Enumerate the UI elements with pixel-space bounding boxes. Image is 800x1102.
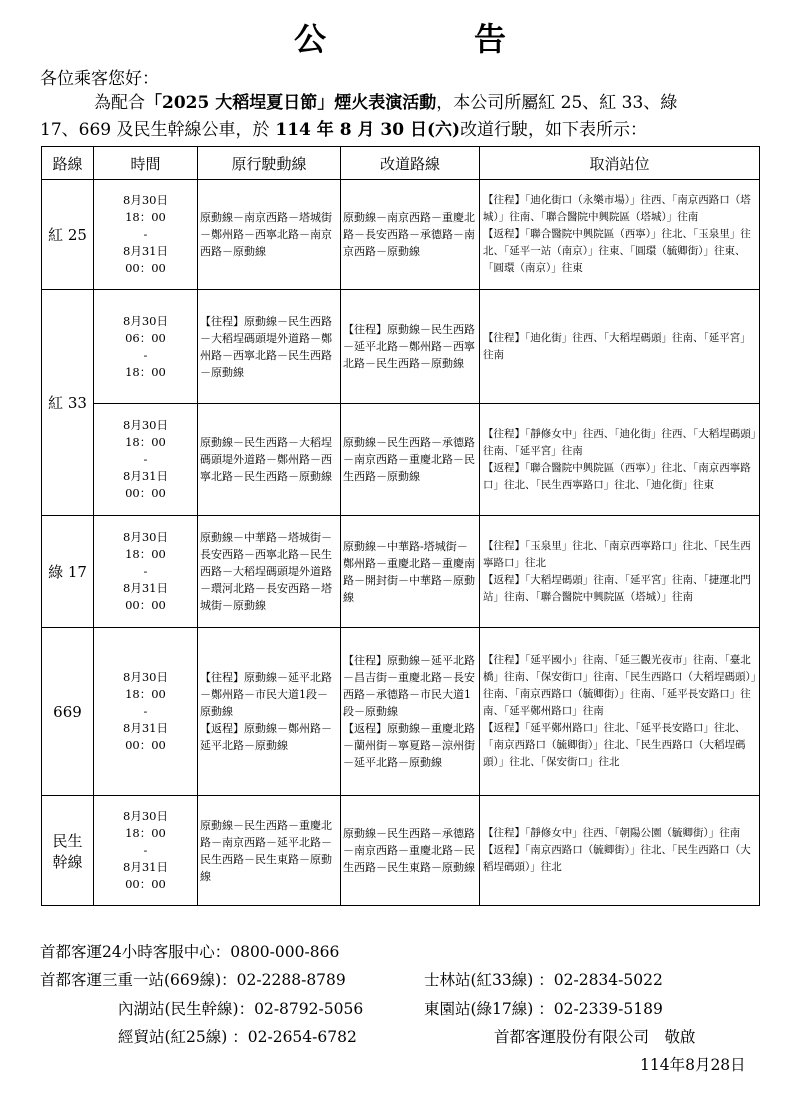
time-line: 18：00 [125,210,166,224]
time-line: 8月31日 [123,581,168,595]
time-line: 8月30日 [123,193,168,207]
intro-text: 17、669 及民生幹線公車，於 [40,120,270,140]
intro-text: 改道行駛，如下表所示： [460,120,648,140]
cancelled-stops-cell: 【往程】「迪化街」往西、「大稻埕碼頭」往南、「延平宮」往南 [480,290,760,404]
route-cell: 紅 25 [42,180,94,290]
time-cell [94,796,198,906]
time-line: 18：00 [125,364,166,379]
time-line: - [143,452,148,466]
detour-route-cell: 原動線－中華路-塔城街－鄭州路－重慶北路－重慶南路－開封街－中華路－原動線 [341,516,480,628]
time-line: 8月30日 [123,670,168,684]
detour-route-cell: 原動線－南京西路－重慶北路－長安西路－承德路－南京西路－原動線 [341,180,480,290]
route-cell: 669 [42,628,94,796]
intro-paragraph [40,90,770,144]
time-cell [94,404,198,516]
route-cell: 紅 33 [42,290,94,516]
time-line: 18：00 [125,687,166,701]
station-neihu: 內湖站(民生幹線)：02-8792-5056 [118,1000,364,1018]
table-row [42,796,760,906]
time-line: 18：00 [125,826,166,840]
time-line: - [143,843,148,857]
cancelled-stops-cell: 【往程】「靜修女中」往西、「迪化街」往西、「大稻埕碼頭」往南、「延平宮」往南 【返程】「聯合醫院中興院區（西寧）」往北、「南京西寧路口」往北、「民生西寧路口」往北、「迪化街」往東 [480,404,760,516]
route-cell: 民生 幹線 [42,796,94,906]
station-sanchong: 首都客運三重一站(669線)：02-2288-8789 [40,971,346,989]
greeting: 各位乘客您好： [40,69,159,89]
detour-route-cell: 原動線－民生西路－承德路－南京西路－重慶北路－民生西路－原動線 [341,404,480,516]
detour-route-cell: 【往程】原動線－民生西路－延平北路－鄭州路－西寧北路－民生西路－原動線 [341,290,480,404]
time-line: 8月30日 [123,530,168,544]
time-line: - [143,704,148,718]
table-row [42,516,760,628]
time-line: 00：00 [125,877,166,891]
route-cell: 綠 17 [42,516,94,628]
col-header-cancel: 取消站位 [480,147,760,180]
original-route-cell: 【往程】原動線－延平北路－鄭州路－市民大道1段－原動線 【返程】原動線－鄭州路－延平北路－原動線 [198,628,341,796]
time-cell [94,516,198,628]
original-route-cell: 原動線－南京西路－塔城街－鄭州路－西寧北路－南京西路－原動線 [198,180,341,290]
col-header-original: 原行駛動線 [198,147,341,180]
time-line: - [143,564,148,578]
time-line: - [143,347,148,362]
time-line: 06：00 [125,330,166,345]
table-row [42,628,760,796]
station-jingmao: 經貿站(紅25線) ：02-2654-6782 [118,1028,357,1046]
time-line: 8月30日 [123,418,168,432]
original-route-cell: 【往程】原動線－民生西路－大稻埕碼頭堤外道路－鄭州路－西寧北路－民生西路－原動線 [198,290,341,404]
table-row [42,290,760,404]
time-line: 18：00 [125,435,166,449]
col-header-detour: 改道路線 [341,147,480,180]
time-line: 00：00 [125,261,166,275]
table-row [42,180,760,290]
detour-table [41,146,760,906]
detour-date: 114 年 8 月 30 日(六) [269,120,461,140]
original-route-cell: 原動線－民生西路－重慶北路－南京西路－延平北路－民生西路－民生東路－原動線 [198,796,341,906]
company-signature: 首都客運股份有限公司 敬啟 [494,1028,696,1046]
time-line: 00：00 [125,738,166,752]
time-line: 8月31日 [123,469,168,483]
cancelled-stops-cell: 【往程】「迪化街口（永樂市場）」往西、「南京西路口（塔城）」往南、「聯合醫院中興院區（塔城）」往南 【返程】「聯合醫院中興院區（西寧）」往北、「玉泉里」往北、「延平一站（南京）」往東、「圓環（毓卿街）」往東、「圓環（南京）」往東 [480,180,760,290]
time-cell [94,290,198,404]
intro-text: ，本公司所屬紅 25、紅 33、綠 [436,93,678,113]
col-header-time: 時間 [94,147,198,180]
station-shilin: 士林站(紅33線) ：02-2834-5022 [424,971,663,989]
notice-date: 114年8月28日 [640,1056,746,1074]
page-title: 公 告 [293,20,564,58]
time-line: - [143,227,148,241]
cancelled-stops-cell: 【往程】「玉泉里」往北、「南京西寧路口」往北、「民生西寧路口」往北 【返程】「大稻埕碼頭」往南、「延平宮」往南、「捷運北門站」往南、「聯合醫院中興院區（塔城）」往南 [480,516,760,628]
time-line: 8月30日 [123,809,168,823]
detour-route-cell: 原動線－民生西路－承德路－南京西路－重慶北路－民生西路－民生東路－原動線 [341,796,480,906]
col-header-route: 路線 [42,147,94,180]
time-line: 00：00 [125,598,166,612]
cancelled-stops-cell: 【往程】「延平國小」往南、「延三觀光夜市」往南、「臺北橋」往南、「保安街口」往南、「民生西路口（大稻埕碼頭）」往南、「南京西路口（毓卿街）」往南、「延平長安路口」往南、「延平鄭州路口」往南 【返程】「延平鄭州路口」往北、「延平長安路口」往北、「南京西路口（毓卿街）」往北、「民生西路口（大稻埕碼頭）」往北、「保安街口」往北 [480,628,760,796]
table-header-row [42,147,760,180]
time-line: 00：00 [125,486,166,500]
event-name: 「2025 大稻埕夏日節」煙火表演活動 [145,93,437,113]
intro-text: 為配合 [94,93,145,113]
table-row [42,404,760,516]
hotline: 首都客運24小時客服中心：0800-000-866 [40,943,340,961]
time-line: 8月31日 [123,244,168,258]
detour-route-cell: 【往程】原動線－延平北路－昌吉街－重慶北路－長安西路－承德路－市民大道1段－原動線 【返程】原動線－重慶北路－蘭州街－寧夏路－涼州街－延平北路－原動線 [341,628,480,796]
time-cell [94,180,198,290]
time-cell [94,628,198,796]
time-line: 18：00 [125,547,166,561]
time-line: 8月30日 [123,313,168,328]
station-dongyuan: 東園站(綠17線) ：02-2339-5189 [424,1000,663,1018]
original-route-cell: 原動線－民生西路－大稻埕碼頭堤外道路－鄭州路－西寧北路－民生西路－原動線 [198,404,341,516]
original-route-cell: 原動線－中華路－塔城街－長安西路－西寧北路－民生西路－大稻埕碼頭堤外道路－環河北路－長安西路－塔城街－原動線 [198,516,341,628]
cancelled-stops-cell: 【往程】「靜修女中」往西、「朝陽公園（毓卿街）」往南 【返程】「南京西路口（毓卿街）」往北、「民生西路口（大稻埕碼頭）」往北 [480,796,760,906]
time-line: 8月31日 [123,721,168,735]
time-line: 8月31日 [123,860,168,874]
